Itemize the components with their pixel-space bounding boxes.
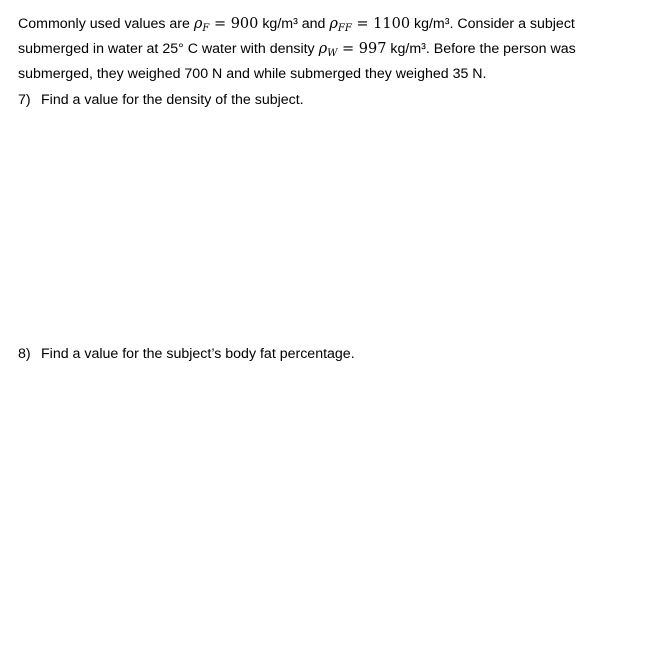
question-text: Find a value for the subject’s body fat percentage. (41, 346, 355, 362)
question-number: 7) (18, 92, 31, 108)
intro-text-1: Commonly used values are (18, 16, 194, 32)
problem-statement (18, 14, 638, 85)
intro-text-3: kg/m³. Consider a subject submerged in water at 25° C water with density (18, 16, 575, 57)
question-number: 8) (18, 346, 31, 362)
rho-f-symbol: $\rho_F = 900$ (193, 16, 259, 34)
rho-ff-symbol: $\rho_{FF} = 1100$ (329, 16, 411, 34)
document-body (18, 14, 638, 362)
intro-text-4: kg/m³. Before the person was submerged, they weighed 700 N and while submerged they weighed 35 N. (18, 41, 576, 82)
intro-text-2: kg/m³ and (258, 16, 330, 32)
rho-w-symbol: $\rho_W = 997$ (318, 41, 387, 59)
question-7 (18, 90, 304, 110)
question-8 (18, 344, 355, 364)
question-text: Find a value for the density of the subject. (41, 92, 304, 108)
